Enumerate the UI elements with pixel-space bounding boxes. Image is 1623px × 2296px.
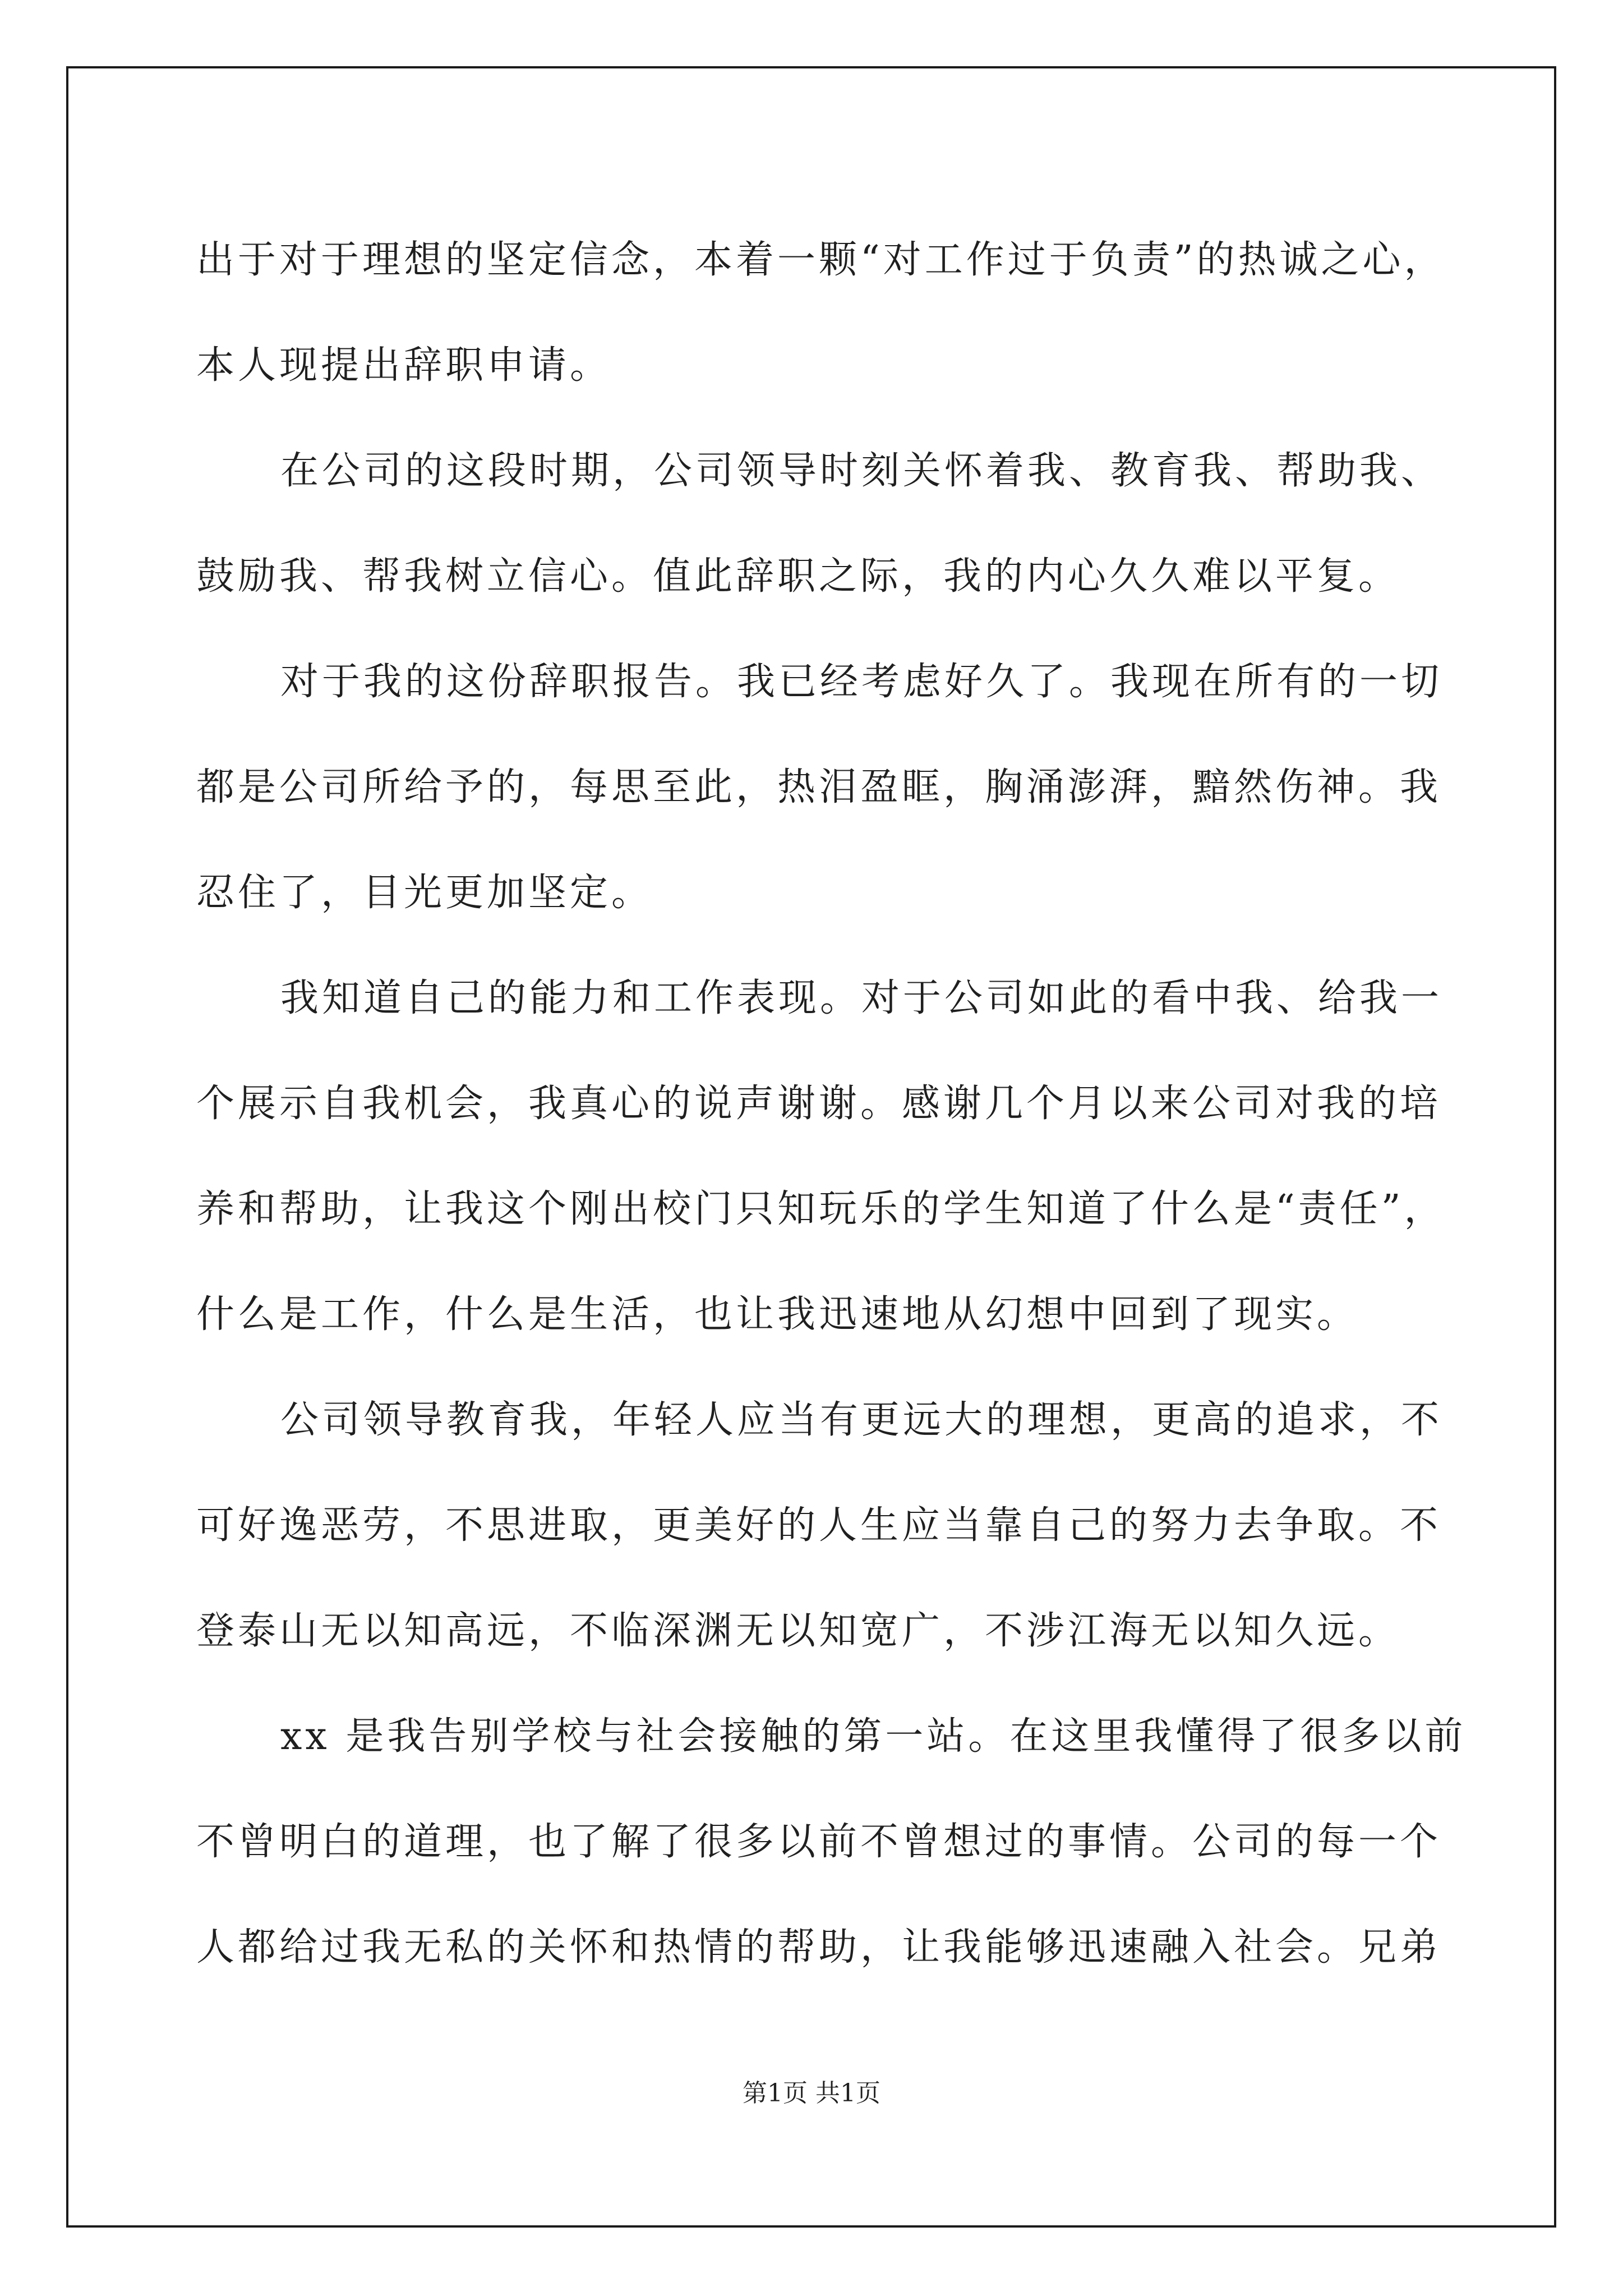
text-line: 出于对于理想的坚定信念，本着一颗“对工作过于负责”的热诚之心， — [196, 238, 1446, 282]
text-line: 个展示自我机会，我真心的说声谢谢。感谢几个月以来公司对我的培 — [196, 1082, 1442, 1126]
paragraph-start-line: 公司领导教育我，年轻人应当有更远大的理想，更高的追求，不 — [280, 1398, 1443, 1442]
paragraph-start-line: 在公司的这段时期，公司领导时刻关怀着我、教育我、帮助我、 — [280, 449, 1443, 493]
text-line: 鼓励我、帮我树立信心。值此辞职之际，我的内心久久难以平复。 — [196, 554, 1400, 599]
text-line: 本人现提出辞职申请。 — [196, 343, 612, 388]
text-line: 登泰山无以知高远，不临深渊无以知宽广，不涉江海无以知久远。 — [196, 1609, 1400, 1653]
text-line: 什么是工作，什么是生活，也让我迅速地从幻想中回到了现实。 — [196, 1292, 1359, 1337]
paragraph-start-line: xx 是我告别学校与社会接触的第一站。在这里我懂得了很多以前 — [280, 1714, 1467, 1759]
text-line: 可好逸恶劳，不思进取，更美好的人生应当靠自己的努力去争取。不 — [196, 1503, 1442, 1548]
text-line: 不曾明白的道理，也了解了很多以前不曾想过的事情。公司的每一个 — [196, 1820, 1442, 1864]
text-line: 人都给过我无私的关怀和热情的帮助，让我能够迅速融入社会。兄弟 — [196, 1925, 1442, 1970]
page-footer: 第1页 共1页 — [743, 2079, 880, 2108]
paragraph-start-line: 对于我的这份辞职报告。我已经考虑好久了。我现在所有的一切 — [280, 660, 1443, 704]
text-line: 养和帮助，让我这个刚出校门只知玩乐的学生知道了什么是“责任”， — [196, 1187, 1446, 1231]
document-body — [196, 208, 1467, 2000]
paragraph-start-line: 我知道自己的能力和工作表现。对于公司如此的看中我、给我一 — [280, 976, 1443, 1020]
text-line: 忍住了，目光更加坚定。 — [196, 871, 653, 915]
text-line: 都是公司所给予的，每思至此，热泪盈眶，胸涌澎湃，黯然伤神。我 — [196, 765, 1442, 809]
